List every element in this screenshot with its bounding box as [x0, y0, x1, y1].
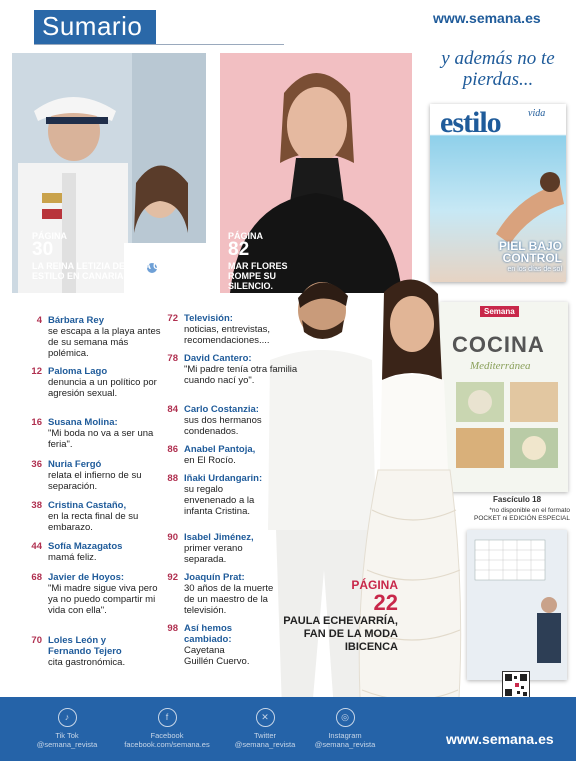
index-name: Isabel Jiménez, — [184, 532, 254, 543]
photo-mar-flores[interactable] — [220, 53, 412, 293]
index-entry[interactable] — [162, 572, 312, 616]
page-title: Sumario — [42, 11, 143, 41]
photo-caption: LA REINA LETIZIA DESFILA CON ESTILO EN CANARIAS. — [32, 261, 174, 281]
index-entry[interactable] — [162, 444, 312, 468]
social-name: Tik Tok — [55, 731, 79, 740]
index-name-line2: Fernando Tejero — [48, 646, 122, 657]
estilo-tag: vida — [528, 108, 546, 119]
index-name: Bárbara Rey — [48, 315, 104, 326]
index-name: Cristina Castaño, — [48, 500, 127, 511]
social-instagram[interactable] — [300, 708, 390, 749]
social-name: Instagram — [328, 731, 362, 740]
tiktok-icon: ♪ — [58, 708, 77, 727]
instagram-icon: ◎ — [336, 708, 355, 727]
index-entry[interactable] — [162, 313, 312, 347]
pocket-note: *no disponible en el formato POCKET ni EDICIÓN ESPECIAL — [474, 507, 570, 522]
magazine-estilo-cover[interactable] — [430, 104, 566, 282]
index-desc: denuncia a un político por agresión sexual. — [48, 377, 157, 399]
index-name: Loles León y — [48, 635, 107, 646]
index-page: 44 — [31, 541, 42, 552]
index-desc: noticias, entrevistas, recomendaciones.... — [184, 324, 271, 346]
index-page: 92 — [167, 572, 178, 583]
index-page: 84 — [167, 404, 178, 415]
index-name: Así hemos — [184, 623, 233, 634]
photo-page-label: PÁGINA — [228, 231, 264, 241]
photo-page-number: 30 — [32, 239, 54, 260]
index-name: Susana Molina: — [48, 417, 118, 428]
index-page: 68 — [31, 572, 42, 583]
site-url-top[interactable]: www.semana.es — [433, 10, 541, 26]
index-desc: "Mi boda no va a ser una feria". — [48, 428, 154, 450]
index-desc: "Mi padre tenía otra familia cuando nací yo". — [184, 364, 298, 386]
index-name: David Cantero: — [184, 353, 252, 364]
index-page: 98 — [167, 623, 178, 634]
social-twitter[interactable] — [220, 708, 310, 749]
index-desc: sus dos hermanos condenados. — [184, 415, 262, 437]
cocina-subtitle: Mediterránea — [470, 360, 531, 372]
index-name: Carlo Costanzia: — [184, 404, 259, 415]
index-name: Joaquín Prat: — [184, 572, 245, 583]
index-entry[interactable] — [162, 532, 312, 566]
twitter-icon: ✕ — [256, 708, 275, 727]
photo-page-label: PÁGINA — [32, 231, 68, 241]
puzzle-grid-illustration — [467, 530, 567, 680]
index-name: Sofía Mazagatos — [48, 541, 123, 552]
index-page: 78 — [167, 353, 178, 364]
featured-caption: PAULA ECHEVARRÍA, FAN DE LA MODA IBICENCA — [283, 615, 398, 653]
social-handle: facebook.com/semana.es — [124, 740, 210, 749]
estilo-logo: estilo — [440, 106, 501, 139]
index-entry[interactable] — [26, 459, 176, 493]
index-name: Televisión: — [184, 313, 233, 324]
cocina-brand: Semana — [480, 306, 519, 317]
index-desc: cita gastronómica. — [48, 657, 126, 668]
index-page: 70 — [31, 635, 42, 646]
index-entry[interactable] — [26, 572, 176, 626]
index-desc: 30 años de la muerte de un maestro de la televisión. — [184, 583, 274, 616]
index-name: Paloma Lago — [48, 366, 108, 377]
site-url-bottom[interactable]: www.semana.es — [446, 731, 554, 747]
index-page: 16 — [31, 417, 42, 428]
qr-code[interactable] — [502, 671, 530, 699]
index-entry[interactable] — [26, 635, 176, 669]
social-facebook[interactable] — [122, 708, 212, 749]
index-page: 12 — [31, 366, 42, 377]
index-entry[interactable] — [26, 541, 176, 565]
index-entry[interactable] — [26, 417, 176, 451]
index-desc: Cayetana Guillén Cuervo. — [184, 645, 250, 667]
sunbather-illustration — [490, 164, 566, 244]
index-name: Javier de Hoyos: — [48, 572, 125, 583]
index-page: 88 — [167, 473, 178, 484]
index-desc: en la recta final de su embarazo. — [48, 511, 139, 533]
facebook-icon: f — [158, 708, 177, 727]
social-name: Facebook — [150, 731, 184, 740]
index-name: Nuria Fergó — [48, 459, 102, 470]
index-page: 36 — [31, 459, 42, 470]
index-page: 38 — [31, 500, 42, 511]
index-name-line2: cambiado: — [184, 634, 232, 645]
estilo-subhead: en los días de sol — [507, 266, 562, 273]
index-desc: en El Rocío. — [184, 455, 236, 466]
magazine-pasatiempos-cover[interactable] — [467, 530, 567, 680]
index-page: 90 — [167, 532, 178, 543]
title-divider — [34, 44, 284, 45]
social-handle: @semana_revista — [314, 740, 376, 749]
promo-heading: y además no te pierdas... — [441, 48, 555, 90]
index-page: 4 — [36, 315, 42, 326]
social-name: Twitter — [253, 731, 277, 740]
index-name: Anabel Pantoja, — [184, 444, 256, 455]
index-entry[interactable] — [162, 473, 312, 527]
index-entry[interactable] — [162, 404, 312, 438]
index-desc: se escapa a la playa antes de su semana más polémica. — [48, 326, 161, 359]
index-entry[interactable] — [26, 315, 176, 357]
featured-page-number: 22 — [373, 590, 398, 615]
fasciculo-label: Fascículo 18 — [493, 495, 542, 504]
estilo-headline: PIEL BAJO CONTROL — [498, 239, 562, 265]
photo-page-number: 82 — [228, 239, 250, 260]
social-tiktok[interactable] — [22, 708, 112, 749]
featured-page-label: PÁGINA — [351, 578, 398, 592]
social-handle: @semana_revista — [36, 740, 98, 749]
photo-caption: MAR FLORES ROMPE SU SILENCIO. — [228, 261, 288, 291]
index-page: 86 — [167, 444, 178, 455]
index-entry[interactable] — [162, 353, 312, 397]
qr-code-pattern — [503, 672, 529, 698]
social-handle: @semana_revista — [234, 740, 296, 749]
index-desc: mamá feliz. — [48, 552, 97, 563]
index-entry[interactable] — [26, 500, 176, 534]
cocina-title: COCINA — [452, 332, 545, 357]
index-entry[interactable] — [26, 366, 176, 408]
photo-royal-couple[interactable] — [12, 53, 206, 293]
index-desc: su regalo envenenado a la infanta Cristina. — [184, 484, 255, 517]
index-page: 72 — [167, 313, 178, 324]
food-photos-illustration — [456, 382, 560, 472]
index-desc: primer verano separada. — [184, 543, 243, 565]
index-desc: "Mi madre sigue viva pero ya no puedo compartir mi vida con ella". — [48, 583, 158, 616]
index-name: Iñaki Urdangarin: — [184, 473, 263, 484]
index-desc: relata el infierno de su separación. — [48, 470, 142, 492]
